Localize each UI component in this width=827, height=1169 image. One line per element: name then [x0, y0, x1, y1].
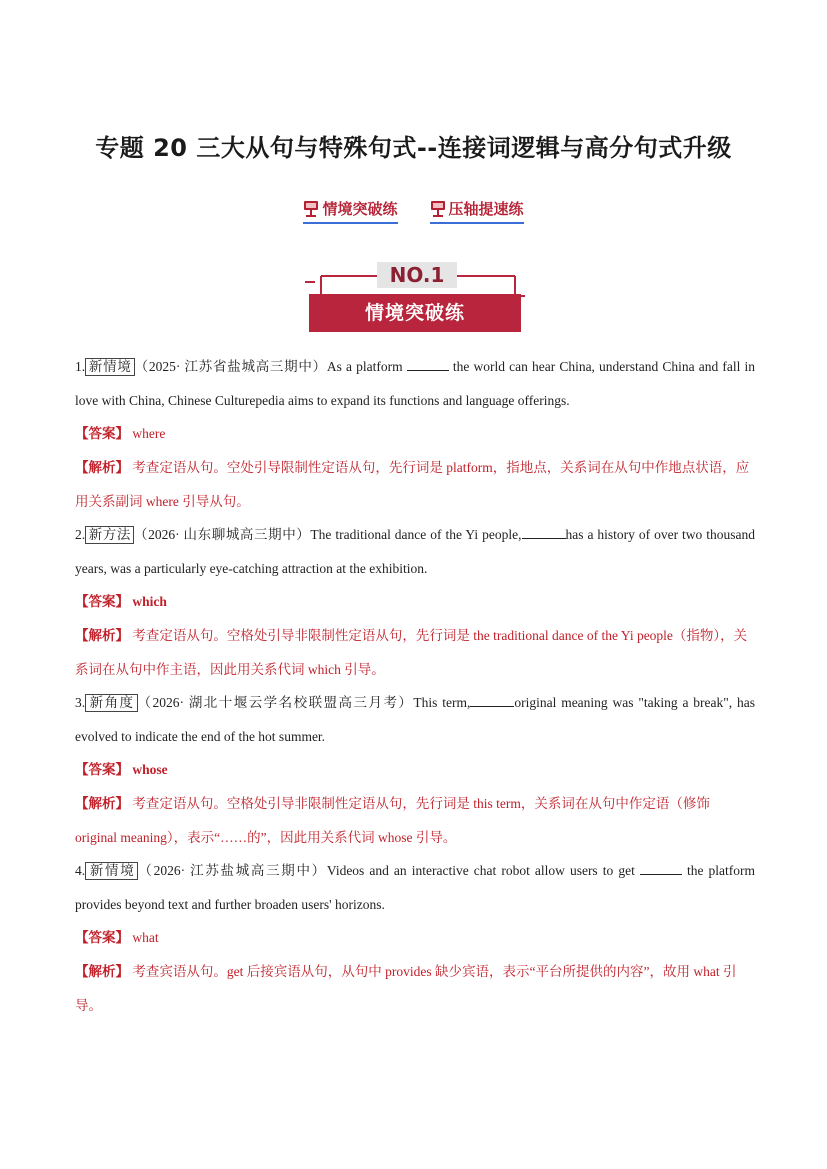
question-text-before: This term, [413, 695, 471, 710]
analysis-line [75, 955, 755, 1022]
answer-label: 【答案】 [75, 930, 129, 946]
question-source: （2025· 江苏省盐城高三期中） [134, 359, 327, 374]
question-number: 4. [75, 863, 86, 878]
analysis-text: 考查定语从句。空处引导限制性定语从句，先行词是 platform，指地点，关系词在从句中作地点状语，应用关系副词 where 引导从句。 [75, 460, 750, 509]
question-item [75, 518, 755, 686]
question-text-before: As a platform [326, 359, 407, 374]
answer-label: 【答案】 [75, 426, 129, 442]
section-banner [305, 262, 525, 334]
question-source: （2026· 江苏盐城高三期中） [138, 863, 327, 878]
tab-label: 压轴提速练 [448, 200, 524, 218]
answer-blank [640, 860, 682, 875]
question-item [75, 350, 755, 518]
answer-value: whose [132, 762, 168, 777]
answer-value: where [132, 426, 166, 441]
analysis-text: 考查定语从句。空格处引导非限制性定语从句，先行词是 the traditional dance of the Yi people（指物），关系词在从句中作主语，因此用关系代词 which 引导。 [75, 628, 748, 677]
lectern-icon [430, 200, 446, 218]
tab-finale-speed[interactable] [430, 198, 524, 224]
answer-value: which [132, 594, 167, 609]
question-stem [75, 350, 755, 417]
question-stem [75, 854, 755, 921]
analysis-text: 考查宾语从句。get 后接宾语从句，从句中 provides 缺少宾语，表示“平台所提供的内容”，故用 what 引导。 [75, 964, 737, 1013]
tab-situation-breakthrough[interactable] [303, 198, 397, 224]
question-item [75, 854, 755, 1022]
question-stem [75, 518, 755, 585]
analysis-label: 【解析】 [75, 964, 129, 980]
question-text-after: the platform provides beyond text and further broaden users' horizons. [75, 863, 756, 912]
question-number: 1. [75, 359, 86, 374]
question-number: 2. [75, 527, 86, 542]
question-item [75, 686, 755, 854]
question-source: （2026· 山东聊城高三期中） [134, 527, 311, 542]
analysis-line [75, 451, 755, 518]
answer-line [75, 753, 755, 787]
question-source: （2026· 湖北十堰云学名校联盟高三月考） [137, 695, 414, 710]
analysis-line [75, 787, 755, 854]
question-number: 3. [75, 695, 86, 710]
section-number: NO.1 [377, 262, 457, 288]
answer-blank [407, 356, 449, 371]
tab-label: 情境突破练 [322, 200, 398, 218]
answer-blank [522, 524, 566, 539]
answer-value: what [132, 930, 159, 945]
question-text-before: Videos and an interactive chat robot allow users to get [326, 863, 640, 878]
analysis-label: 【解析】 [75, 796, 129, 812]
analysis-line [75, 619, 755, 686]
answer-label: 【答案】 [75, 594, 129, 610]
question-text-after: has a history of over two thousand years, was a particularly eye-catching attraction at the exhibition. [75, 527, 756, 576]
question-list [75, 350, 755, 1022]
section-title: 情境突破练 [309, 294, 521, 332]
answer-line [75, 921, 755, 955]
question-tag: 新方法 [85, 526, 134, 544]
question-text-before: The traditional dance of the Yi people, [310, 527, 522, 542]
question-text-after: original meaning was "taking a break", has evolved to indicate the end of the hot summer. [75, 695, 756, 744]
question-text-after: the world can hear China, understand China and fall in love with China, Chinese Culturepedia aims to expand its functions and language offerings. [75, 359, 755, 408]
question-tag: 新情境 [85, 862, 138, 880]
answer-label: 【答案】 [75, 762, 129, 778]
answer-line [75, 417, 755, 451]
answer-blank [470, 692, 514, 707]
lectern-icon [303, 200, 319, 218]
analysis-text: 考查定语从句。空格处引导非限制性定语从句，先行词是 this term，关系词在从句中作定语（修饰 original meaning），表示“……的”，因此用关系代词 whose 引导。 [75, 796, 710, 845]
answer-line [75, 585, 755, 619]
question-tag: 新角度 [85, 694, 137, 712]
section-tabs [0, 198, 827, 224]
analysis-label: 【解析】 [75, 460, 129, 476]
page-title: 专题 20 三大从句与特殊句式--连接词逻辑与高分句式升级 [95, 134, 732, 162]
question-stem [75, 686, 755, 753]
analysis-label: 【解析】 [75, 628, 129, 644]
question-tag: 新情境 [85, 358, 134, 376]
